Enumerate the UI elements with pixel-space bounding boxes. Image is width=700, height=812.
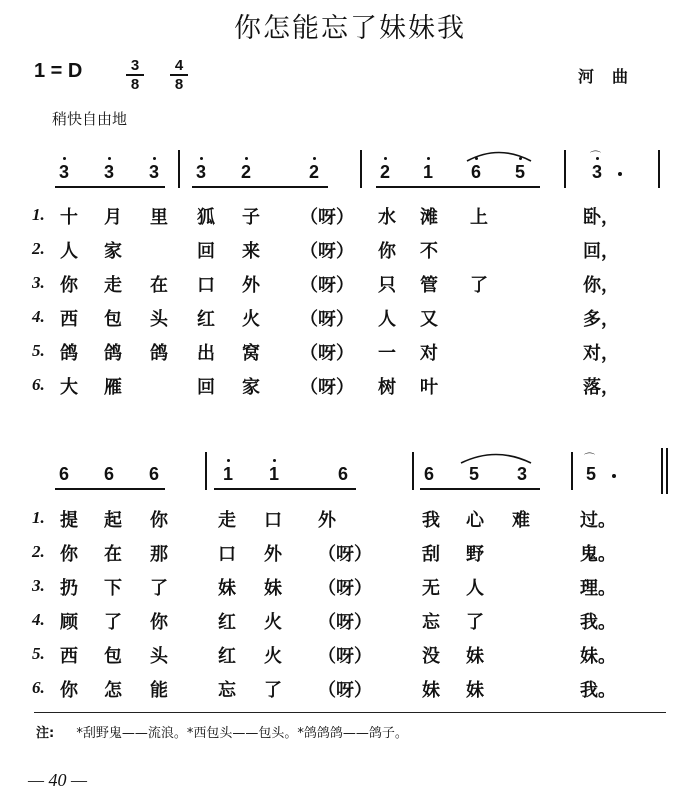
lyric-syllable: （呀） (318, 544, 372, 565)
lyric-syllable: 了 (150, 578, 168, 599)
jianpu-note: 6 (103, 464, 114, 484)
lyric-syllable: （呀） (300, 377, 354, 398)
time-sig-top: 3 (130, 57, 140, 74)
verse-number: 5. (32, 341, 45, 360)
eighth-note-beam (376, 186, 540, 188)
footnote-divider (34, 712, 666, 713)
octave-dot (153, 157, 156, 160)
lyric-syllable: 管 (420, 275, 438, 296)
verse-number: 6. (32, 678, 45, 697)
eighth-note-beam (55, 488, 165, 490)
lyric-syllable: 包 (104, 646, 122, 667)
verse-number: 1. (32, 508, 45, 527)
verse-number: 4. (32, 307, 45, 326)
augmentation-dot (612, 474, 616, 478)
eighth-note-beam (55, 186, 165, 188)
jianpu-note: 5 (514, 162, 525, 182)
jianpu-note: 5 (468, 464, 479, 484)
lyric-syllable: 那 (150, 544, 168, 565)
lyric-syllable: （呀） (318, 578, 372, 599)
lyric-syllable: 口 (218, 544, 236, 565)
jianpu-note: 1 (422, 162, 433, 182)
lyric-syllable: 你 (60, 680, 78, 701)
lyric-syllable: 我 (422, 510, 440, 531)
slur (460, 450, 532, 464)
lyric-syllable: 在 (104, 544, 122, 565)
lyric-syllable: 滩 (420, 207, 438, 228)
lyric-syllable: 外 (242, 275, 260, 296)
lyric-syllable: 上 (470, 207, 488, 228)
jianpu-note: 5 (585, 464, 596, 484)
bar-line (564, 150, 566, 188)
lyric-syllable: 落， (583, 377, 619, 398)
lyric-syllable: 怎 (104, 680, 122, 701)
lyric-syllable: 无 (422, 578, 440, 599)
footnote-text: *刮野鬼——流浪。*西包头——包头。*鸽鸽鸽——鸽子。 (76, 726, 408, 741)
lyric-syllable: 过。 (580, 510, 616, 531)
lyric-syllable: 忘 (422, 612, 440, 633)
bar-line (571, 452, 573, 490)
verse-number: 2. (32, 239, 45, 258)
jianpu-note: 6 (470, 162, 481, 182)
jianpu-note: 2 (379, 162, 390, 182)
octave-dot (63, 157, 66, 160)
verse-number: 6. (32, 375, 45, 394)
lyric-syllable: 提 (60, 510, 78, 531)
lyric-syllable: （呀） (300, 275, 354, 296)
lyric-syllable: 妹 (422, 680, 440, 701)
octave-dot (245, 157, 248, 160)
lyric-syllable: 野 (466, 544, 484, 565)
lyric-syllable: 你 (150, 612, 168, 633)
lyric-syllable: 人 (60, 241, 78, 262)
bar-line (205, 452, 207, 490)
lyric-syllable: 火 (264, 612, 282, 633)
lyric-syllable: 你 (150, 510, 168, 531)
lyric-syllable: 回 (197, 241, 215, 262)
lyric-syllable: 下 (104, 578, 122, 599)
jianpu-note: 6 (423, 464, 434, 484)
lyric-syllable: 我。 (580, 680, 616, 701)
lyric-syllable: 红 (218, 612, 236, 633)
lyric-syllable: 了 (466, 612, 484, 633)
time-sig-bottom: 8 (130, 76, 140, 93)
eighth-note-beam (420, 488, 540, 490)
lyric-syllable: 不 (420, 241, 438, 262)
lyric-syllable: 家 (104, 241, 122, 262)
lyric-syllable: 出 (197, 343, 215, 364)
jianpu-note: 3 (516, 464, 527, 484)
lyric-syllable: 来 (242, 241, 260, 262)
footnote (36, 722, 408, 741)
octave-dot (108, 157, 111, 160)
lyric-syllable: 了 (470, 275, 488, 296)
lyric-syllable: 没 (422, 646, 440, 667)
lyric-syllable: 鸽 (104, 343, 122, 364)
bar-line (661, 448, 663, 494)
verse-number: 3. (32, 576, 45, 595)
octave-dot (313, 157, 316, 160)
lyric-syllable: 树 (378, 377, 396, 398)
slur (466, 148, 532, 162)
octave-up-dot (227, 459, 230, 462)
lyric-syllable: 了 (104, 612, 122, 633)
verse-number: 5. (32, 644, 45, 663)
jianpu-note: 2 (308, 162, 319, 182)
verse-number: 4. (32, 610, 45, 629)
fermata-icon: ⌒ (590, 150, 601, 163)
key-signature: 1 = D (34, 60, 83, 82)
lyric-syllable: 包 (104, 309, 122, 330)
lyric-syllable: 水 (378, 207, 396, 228)
time-signature-4-8 (170, 58, 188, 92)
lyric-syllable: 头 (150, 646, 168, 667)
lyric-syllable: 心 (466, 510, 484, 531)
bar-line (412, 452, 414, 490)
lyric-syllable: 走 (218, 510, 236, 531)
jianpu-note: 3 (591, 162, 602, 182)
lyric-syllable: 十 (60, 207, 78, 228)
verse-number: 3. (32, 273, 45, 292)
lyric-syllable: 子 (242, 207, 260, 228)
lyric-syllable: 妹 (264, 578, 282, 599)
jianpu-note: 1 (222, 464, 233, 484)
jianpu-note: 1 (268, 464, 279, 484)
lyric-syllable: 我。 (580, 612, 616, 633)
time-sig-bottom: 8 (174, 76, 184, 93)
lyric-syllable: 在 (150, 275, 168, 296)
jianpu-note: 6 (337, 464, 348, 484)
lyric-syllable: 外 (264, 544, 282, 565)
lyric-syllable: 口 (197, 275, 215, 296)
lyric-syllable: 月 (104, 207, 122, 228)
jianpu-note: 6 (148, 464, 159, 484)
bar-line (658, 150, 660, 188)
lyric-syllable: 对 (420, 343, 438, 364)
lyric-syllable: 西 (60, 309, 78, 330)
time-sig-top: 4 (174, 57, 184, 74)
lyric-syllable: 对， (583, 343, 619, 364)
lyric-syllable: 走 (104, 275, 122, 296)
bar-line (360, 150, 362, 188)
lyric-syllable: 叶 (420, 377, 438, 398)
lyric-syllable: 顾 (60, 612, 78, 633)
jianpu-note: 2 (240, 162, 251, 182)
page-number: — 40 — (28, 770, 88, 790)
verse-number: 1. (32, 205, 45, 224)
lyric-syllable: 妹 (466, 646, 484, 667)
jianpu-note: 3 (148, 162, 159, 182)
lyric-syllable: 刮 (422, 544, 440, 565)
lyric-syllable: 你 (378, 241, 396, 262)
lyric-syllable: 卧， (583, 207, 619, 228)
octave-dot (200, 157, 203, 160)
lyric-syllable: 又 (420, 309, 438, 330)
jianpu-note: 6 (58, 464, 69, 484)
bar-line (178, 150, 180, 188)
lyric-syllable: 了 (264, 680, 282, 701)
eighth-note-beam (214, 488, 356, 490)
lyric-syllable: （呀） (318, 646, 372, 667)
lyric-syllable: 窝 (242, 343, 260, 364)
lyric-syllable: 多， (583, 309, 619, 330)
lyric-syllable: 妹。 (580, 646, 616, 667)
lyric-syllable: 忘 (218, 680, 236, 701)
fermata-icon: ⌒ (584, 452, 595, 465)
lyric-syllable: 里 (150, 207, 168, 228)
lyric-syllable: 红 (218, 646, 236, 667)
lyric-syllable: 火 (264, 646, 282, 667)
lyric-syllable: 你， (583, 275, 619, 296)
octave-up-dot (427, 157, 430, 160)
lyric-syllable: （呀） (300, 241, 354, 262)
song-title: 你怎能忘了妹妹我 (234, 13, 466, 44)
jianpu-note: 3 (58, 162, 69, 182)
lyric-syllable: （呀） (318, 680, 372, 701)
lyric-syllable: 能 (150, 680, 168, 701)
eighth-note-beam (192, 186, 328, 188)
bar-line (666, 448, 668, 494)
lyric-syllable: （呀） (300, 343, 354, 364)
lyric-syllable: 西 (60, 646, 78, 667)
lyric-syllable: 人 (378, 309, 396, 330)
jianpu-note: 3 (195, 162, 206, 182)
lyric-syllable: 你 (60, 275, 78, 296)
octave-dot (384, 157, 387, 160)
lyric-syllable: 鬼。 (580, 544, 616, 565)
lyric-syllable: 理。 (580, 578, 616, 599)
lyric-syllable: 雁 (104, 377, 122, 398)
region-label: 河曲 (578, 67, 647, 86)
lyric-syllable: （呀） (318, 612, 372, 633)
lyric-syllable: 鸽 (150, 343, 168, 364)
lyric-syllable: 妹 (466, 680, 484, 701)
lyric-syllable: 口 (264, 510, 282, 531)
lyric-syllable: 妹 (218, 578, 236, 599)
lyric-syllable: 红 (197, 309, 215, 330)
lyric-syllable: 回， (583, 241, 619, 262)
lyric-syllable: 外 (318, 510, 336, 531)
lyric-syllable: 扔 (60, 578, 78, 599)
tempo-marking: 稍快自由地 (52, 110, 128, 128)
lyric-syllable: 狐 (197, 207, 215, 228)
lyric-syllable: （呀） (300, 207, 354, 228)
jianpu-note: 3 (103, 162, 114, 182)
lyric-syllable: 头 (150, 309, 168, 330)
lyric-syllable: 大 (60, 377, 78, 398)
lyric-syllable: 家 (242, 377, 260, 398)
lyric-syllable: 人 (466, 578, 484, 599)
time-signature-3-8 (126, 58, 144, 92)
augmentation-dot (618, 172, 622, 176)
lyric-syllable: 只 (378, 275, 396, 296)
octave-up-dot (273, 459, 276, 462)
lyric-syllable: 火 (242, 309, 260, 330)
lyric-syllable: 你 (60, 544, 78, 565)
footnote-label: 注: (36, 726, 55, 741)
verse-number: 2. (32, 542, 45, 561)
lyric-syllable: 一 (378, 343, 396, 364)
lyric-syllable: 回 (197, 377, 215, 398)
lyric-syllable: 难 (512, 510, 530, 531)
lyric-syllable: 起 (104, 510, 122, 531)
lyric-syllable: （呀） (300, 309, 354, 330)
lyric-syllable: 鸽 (60, 343, 78, 364)
